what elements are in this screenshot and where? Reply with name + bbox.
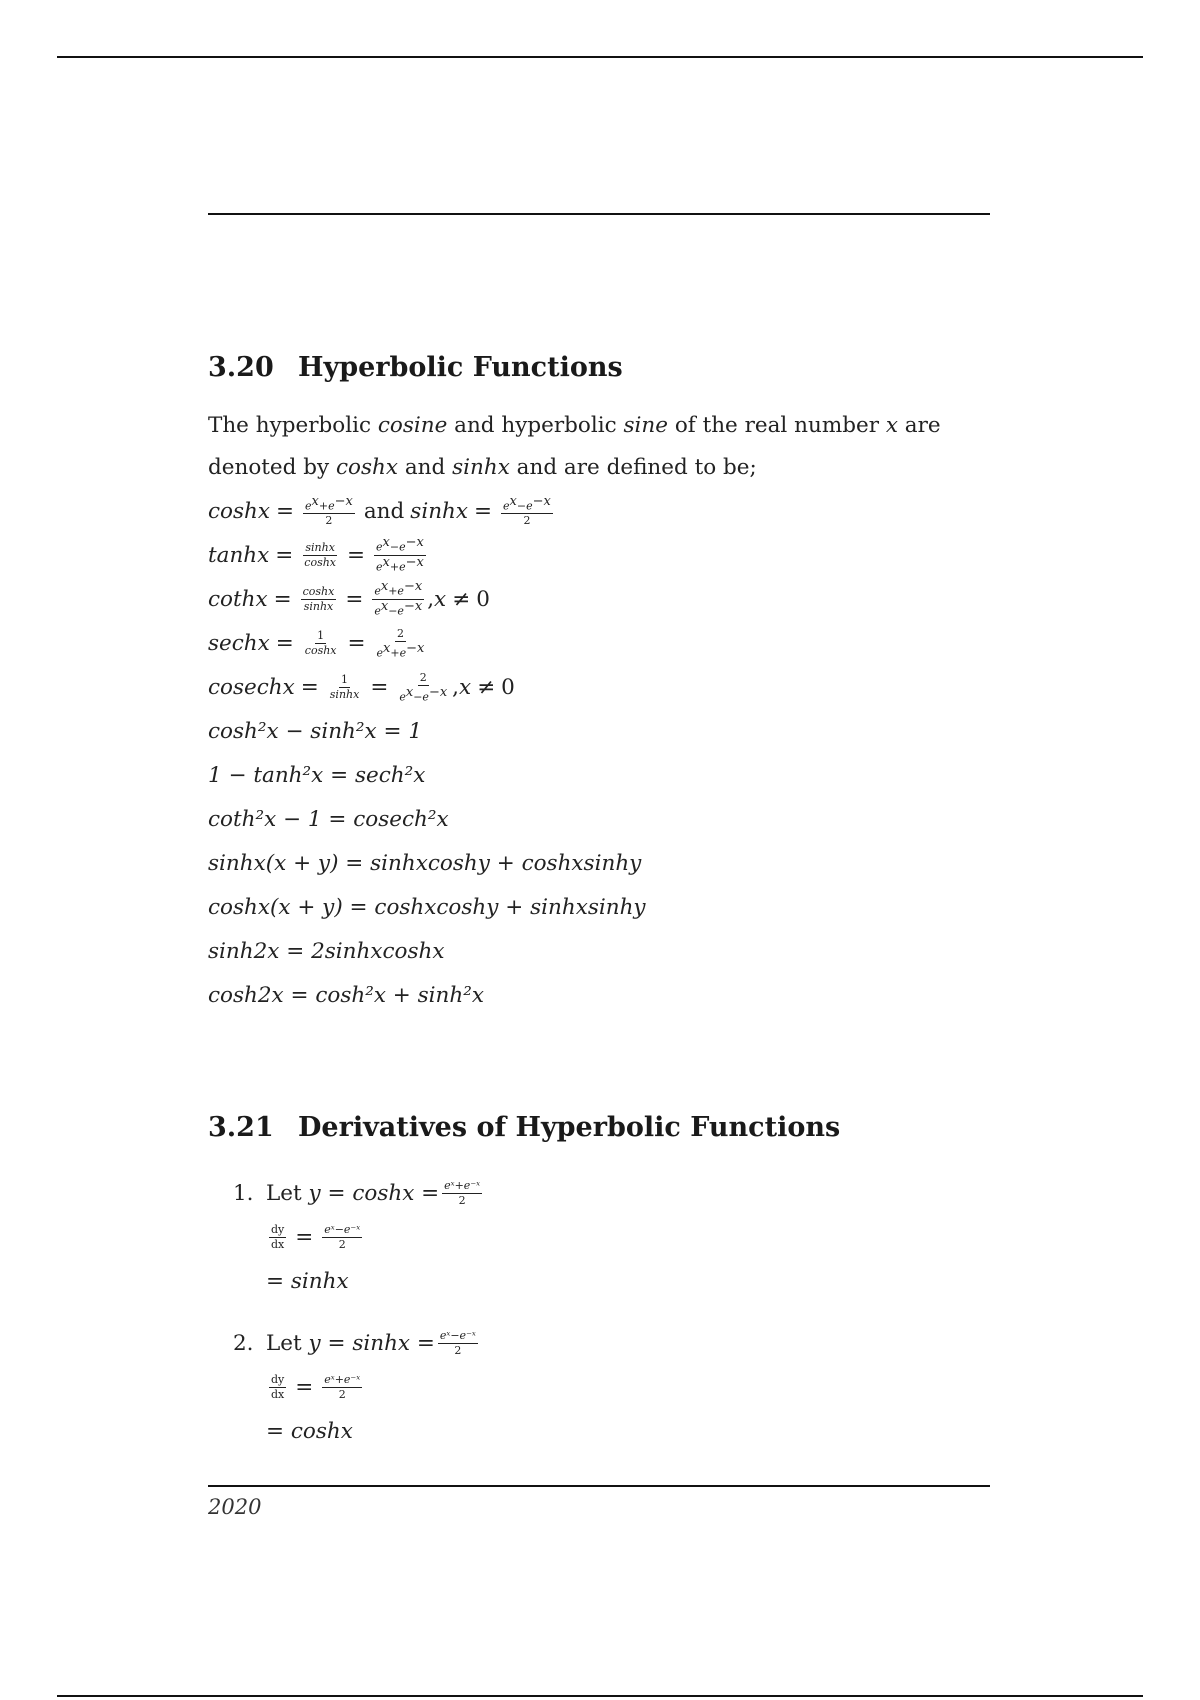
result-line: = sinhx xyxy=(266,1268,349,1294)
list-item xyxy=(208,1171,998,1303)
fraction: $\frac{e^x+e^{-x}}{2}$ xyxy=(305,493,353,528)
document-top-rule xyxy=(57,56,1143,58)
list-marker: 2. xyxy=(233,1330,254,1356)
header-rule xyxy=(208,213,990,215)
let-text: Let xyxy=(266,1180,302,1206)
fraction-numerator: eˣ+e⁻ˣ xyxy=(324,1373,361,1386)
fraction xyxy=(322,1223,362,1251)
identity-line: coth²x − 1 = cosech²x xyxy=(208,806,449,832)
derivatives-list xyxy=(208,1171,998,1453)
fraction xyxy=(442,1179,482,1207)
fraction-numerator: eˣ+e⁻ˣ xyxy=(444,1179,481,1192)
list-item xyxy=(208,1321,998,1453)
list-marker: 1. xyxy=(233,1180,254,1206)
fraction-denominator: 2 xyxy=(454,1344,462,1357)
intro-paragraph xyxy=(208,405,998,489)
section-heading-3-20 xyxy=(208,352,998,383)
intro-text: and are defined to be; xyxy=(509,455,757,480)
equation-cosech: cosechx = $\frac{1}{\sinh x}$ = $\frac{2}{e^x-e^{-x}}$ , x ≠ 0 xyxy=(208,670,515,704)
definition-equations xyxy=(208,489,998,1017)
identity-line: sinh2x = 2sinhxcoshx xyxy=(208,938,445,964)
fraction-denominator: 2 xyxy=(338,1238,346,1251)
fraction: $\frac{2}{e^x+e^{-x}}$ xyxy=(376,626,425,660)
intro-emphasis: cosine xyxy=(377,413,448,438)
list-equation xyxy=(266,1321,998,1365)
intro-text: The hyperbolic xyxy=(208,413,378,438)
footer-year: 2020 xyxy=(208,1495,262,1519)
intro-emphasis: sinhx xyxy=(452,455,510,480)
document-bottom-rule xyxy=(57,1695,1143,1697)
derivative-equation: $\frac{dy}{dx}$ = $\frac{\text{eˣ−e⁻ˣ}}{2}$ xyxy=(271,1223,361,1251)
section-heading-3-21 xyxy=(208,1112,998,1143)
equation-coth: cothx = $\frac{\cosh x}{\sinh x}$ = $\frac{e^x+e^{-x}}{e^x-e^{-x}}$ , x ≠ 0 xyxy=(208,579,490,618)
identity-line: coshx(x + y) = coshxcoshy + sinhxsinhy xyxy=(208,894,646,920)
fraction: $\frac{e^x-e^{-x}}{2}$ xyxy=(503,493,551,528)
let-equation: y = sinhx = xyxy=(308,1330,435,1356)
fraction xyxy=(322,1373,362,1401)
fraction: $\frac{2}{e^x-e^{-x}}$ xyxy=(399,670,448,704)
page-content xyxy=(208,352,998,1471)
intro-text: and xyxy=(397,455,453,480)
let-text: Let xyxy=(266,1330,302,1356)
fraction: $\frac{e^x-e^{-x}}{e^x+e^{-x}}$ xyxy=(376,535,424,574)
fraction-numerator: eˣ−e⁻ˣ xyxy=(439,1329,476,1342)
section-title: Derivatives of Hyperbolic Functions xyxy=(298,1112,841,1143)
section-number: 3.20 xyxy=(208,352,274,383)
fraction: $\frac{1}{\cosh x}$ xyxy=(304,629,337,657)
intro-emphasis: coshx xyxy=(335,455,398,480)
equation-sech: sechx = $\frac{1}{\cosh x}$ = $\frac{2}{e^x+e^{-x}}$ xyxy=(208,626,425,660)
fraction xyxy=(438,1329,478,1357)
fraction-denominator: 2 xyxy=(458,1194,466,1207)
intro-text: and hyperbolic xyxy=(447,413,624,438)
list-equation xyxy=(266,1171,998,1215)
identity-line: 1 − tanh²x = sech²x xyxy=(208,762,426,788)
fraction: $\frac{e^x+e^{-x}}{e^x-e^{-x}}$ xyxy=(374,579,423,618)
identity-line: cosh2x = cosh²x + sinh²x xyxy=(208,982,484,1008)
intro-text: are denoted by xyxy=(208,413,941,480)
identity-line: sinhx(x + y) = sinhxcoshy + coshxsinhy xyxy=(208,850,642,876)
fraction: $\frac{dy}{dx}$ xyxy=(271,1223,285,1251)
fraction-numerator: eˣ−e⁻ˣ xyxy=(324,1223,361,1236)
equation-tanh: tanhx = $\frac{\sinh x}{\cosh x}$ = $\frac{e^x-e^{-x}}{e^x+e^{-x}}$ xyxy=(208,535,424,574)
footer-rule xyxy=(208,1485,990,1487)
section-title: Hyperbolic Functions xyxy=(298,352,623,383)
fraction: $\frac{dy}{dx}$ xyxy=(271,1373,285,1401)
equation-cosh-sinh: coshx = $\frac{e^x+e^{-x}}{2}$ and sinhx = $\frac{e^x-e^{-x}}{2}$ xyxy=(208,493,551,528)
fraction: $\frac{\sinh x}{\cosh x}$ xyxy=(304,541,337,569)
fraction-denominator: 2 xyxy=(338,1388,346,1401)
intro-emphasis: sine xyxy=(623,413,668,438)
fraction: $\frac{1}{\sinh x}$ xyxy=(329,673,360,701)
identity-line: cosh²x − sinh²x = 1 xyxy=(208,718,423,744)
result-line: = coshx xyxy=(266,1418,353,1444)
section-number: 3.21 xyxy=(208,1112,274,1143)
intro-emphasis: x xyxy=(885,413,898,438)
fraction: $\frac{\cosh x}{\sinh x}$ xyxy=(302,585,335,613)
derivative-equation: $\frac{dy}{dx}$ = $\frac{\text{eˣ+e⁻ˣ}}{2}$ xyxy=(271,1373,361,1401)
intro-text: of the real number xyxy=(668,413,886,438)
let-equation: y = coshx = xyxy=(308,1180,440,1206)
